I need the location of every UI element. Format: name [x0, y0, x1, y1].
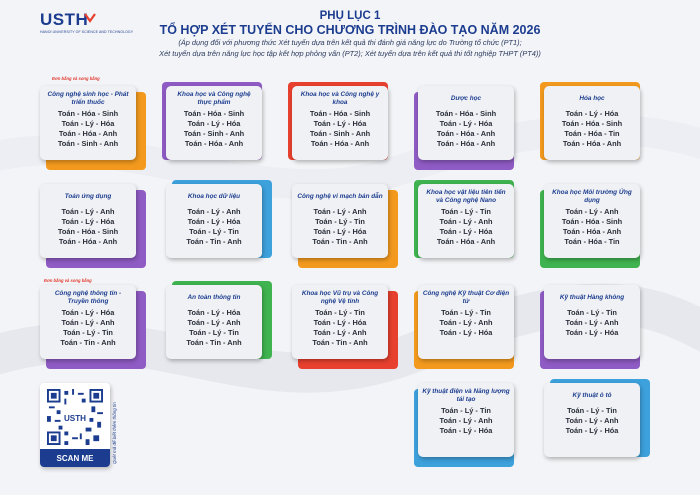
- qr-logo-text: USTH: [63, 413, 87, 423]
- program-card-body: [418, 285, 514, 359]
- combo-list: [296, 207, 384, 247]
- subject-combo: Toán - Lý - Tin: [567, 308, 617, 317]
- subject-combo: Toán - Lý - Hóa: [187, 217, 241, 226]
- program-card-body: [292, 184, 388, 258]
- subject-combo: Toán - Lý - Anh: [439, 416, 493, 425]
- qr-note: Quét mã để biết thêm thông tin: [112, 402, 117, 464]
- combo-list: [296, 308, 384, 348]
- subject-combo: Toán - Lý - Anh: [313, 328, 367, 337]
- combo-list: [44, 308, 132, 348]
- program-card: [40, 86, 148, 166]
- subject-combo: Toán - Lý - Hóa: [565, 109, 619, 118]
- program-title: Khoa học dữ liệu: [187, 192, 241, 200]
- scan-me-button[interactable]: SCAN ME: [40, 449, 110, 467]
- program-card: [418, 383, 526, 463]
- subject-combo: Toán - Lý - Anh: [565, 318, 619, 327]
- subject-combo: Toán - Sinh - Anh: [309, 129, 371, 138]
- subject-combo: Toán - Sinh - Anh: [57, 139, 119, 148]
- combo-list: [422, 406, 510, 436]
- combo-list: [422, 109, 510, 149]
- program-card: [544, 86, 652, 166]
- combo-list: [548, 308, 636, 338]
- program-title: Khoa học Vũ trụ và Công nghệ Vệ tinh: [301, 289, 379, 305]
- program-card: [40, 184, 148, 264]
- program-title: Toán ứng dụng: [64, 192, 112, 200]
- degree-tag-left: Đơn bằng và song bằng: [44, 278, 92, 283]
- program-title: Kỹ thuật điện và Năng lượng tái tạo: [422, 387, 510, 403]
- subject-combo: Toán - Hóa - Anh: [184, 139, 244, 148]
- subject-combo: Toán - Lý - Hóa: [439, 426, 493, 435]
- program-title: Công nghệ Kỹ thuật Cơ điện tử: [422, 289, 510, 305]
- subtitle-line-2: Xét tuyển dựa trên năng lực học tập kết hợp phỏng vấn (PT2); Xét tuyển dựa trên kết quả thi tốt nghiệp THPT (PT4)): [159, 49, 541, 58]
- subject-combo: Toán - Lý - Anh: [61, 207, 115, 216]
- subject-combo: Toán - Lý - Hóa: [565, 328, 619, 337]
- subject-combo: Toán - Lý - Hóa: [439, 227, 493, 236]
- program-title: Khoa học và Công nghệ y khoa: [300, 90, 380, 106]
- combo-list: [548, 207, 636, 247]
- program-card: [544, 383, 652, 463]
- combo-list: [170, 207, 258, 247]
- program-card-body: [292, 285, 388, 359]
- program-card-body: [418, 184, 514, 258]
- subject-combo: Toán - Hóa - Sinh: [57, 109, 119, 118]
- subject-combo: Toán - Tin - Anh: [312, 237, 368, 246]
- subject-combo: Toán - Lý - Hóa: [187, 119, 241, 128]
- appendix-label: PHỤ LỤC 1: [319, 10, 381, 22]
- subject-combo: Toán - Lý - Tin: [567, 406, 617, 415]
- subject-combo: Toán - Lý - Tin: [63, 328, 113, 337]
- program-title: Khoa học Môi trường Ứng dụng: [552, 188, 632, 204]
- subject-combo: Toán - Lý - Tin: [441, 207, 491, 216]
- program-card-body: [292, 86, 388, 160]
- subject-combo: Toán - Lý - Hóa: [61, 119, 115, 128]
- subject-combo: Toán - Hóa - Anh: [436, 139, 496, 148]
- program-title: Công nghệ vi mạch bán dẫn: [297, 192, 383, 200]
- program-title: Hóa học: [579, 94, 605, 102]
- subject-combo: Toán - Lý - Hóa: [439, 328, 493, 337]
- subject-combo: Toán - Lý - Hóa: [313, 119, 367, 128]
- usth-logo: [40, 10, 134, 36]
- page-header: [130, 10, 570, 59]
- subject-combo: Toán - Tin - Anh: [312, 338, 368, 347]
- program-title: Công nghệ thông tin - Truyền thông: [54, 289, 122, 305]
- logo-text: USTH: [40, 10, 89, 29]
- program-title: Kỹ thuật Hàng không: [559, 293, 625, 301]
- qr-code-card[interactable]: [40, 383, 110, 467]
- program-title: Công nghệ sinh học - Phát triển thuốc: [47, 90, 129, 106]
- subject-combo: Toán - Sinh - Anh: [183, 129, 245, 138]
- program-card-body: [40, 86, 136, 160]
- program-card-body: [544, 383, 640, 457]
- program-card-body: [544, 285, 640, 359]
- subject-combo: Toán - Lý - Tin: [189, 227, 239, 236]
- program-title: Dược học: [450, 94, 482, 102]
- subject-combo: Toán - Lý - Anh: [439, 318, 493, 327]
- subject-combo: Toán - Hóa - Tin: [564, 237, 620, 246]
- subject-combo: Toán - Hóa - Anh: [310, 139, 370, 148]
- combo-list: [170, 308, 258, 348]
- subject-combo: Toán - Lý - Anh: [187, 207, 241, 216]
- program-card: [292, 285, 400, 365]
- subject-combo: Toán - Hóa - Anh: [436, 129, 496, 138]
- subject-combo: Toán - Lý - Hóa: [187, 308, 241, 317]
- combo-list: [170, 109, 258, 149]
- program-card-body: [40, 184, 136, 258]
- logo-subtitle: HANOI UNIVERSITY OF SCIENCE AND TECHNOLOGY: [40, 30, 134, 34]
- program-card-body: [40, 285, 136, 359]
- subject-combo: Toán - Hóa - Sinh: [57, 227, 119, 236]
- combo-list: [44, 207, 132, 247]
- subject-combo: Toán - Hóa - Anh: [562, 227, 622, 236]
- combo-list: [422, 207, 510, 247]
- subject-combo: Toán - Lý - Anh: [187, 318, 241, 327]
- qr-code-icon: [46, 389, 104, 445]
- subject-combo: Toán - Lý - Hóa: [565, 426, 619, 435]
- combo-list: [548, 109, 636, 149]
- page-title: TỔ HỢP XÉT TUYỂN CHO CHƯƠNG TRÌNH ĐÀO TẠO NĂM 2026: [159, 23, 541, 37]
- combo-list: [548, 406, 636, 436]
- subtitle-line-1: (Áp dụng đối với phương thức Xét tuyển dựa trên kết quả thi đánh giá năng lực do Trường tổ chức (PT1);: [178, 38, 522, 47]
- subject-combo: Toán - Lý - Hóa: [313, 318, 367, 327]
- program-card: [166, 184, 274, 264]
- program-card-body: [544, 86, 640, 160]
- subject-combo: Toán - Lý - Anh: [439, 217, 493, 226]
- degree-tag-top: Đơn bằng và song bằng: [52, 76, 100, 81]
- subject-combo: Toán - Lý - Anh: [61, 318, 115, 327]
- program-card: [544, 285, 652, 365]
- subject-combo: Toán - Hóa - Sinh: [183, 109, 245, 118]
- subject-combo: Toán - Hóa - Sinh: [309, 109, 371, 118]
- subject-combo: Toán - Hóa - Anh: [58, 237, 118, 246]
- subject-combo: Toán - Lý - Tin: [315, 217, 365, 226]
- subject-combo: Toán - Tin - Anh: [186, 237, 242, 246]
- program-card-body: [166, 86, 262, 160]
- subject-combo: Toán - Lý - Hóa: [61, 217, 115, 226]
- program-card: [166, 86, 274, 166]
- subject-combo: Toán - Tin - Anh: [186, 338, 242, 347]
- program-card-body: [418, 383, 514, 457]
- subject-combo: Toán - Lý - Hóa: [439, 119, 493, 128]
- subject-combo: Toán - Lý - Tin: [441, 406, 491, 415]
- program-card: [292, 184, 400, 264]
- subject-combo: Toán - Lý - Tin: [189, 328, 239, 337]
- subject-combo: Toán - Lý - Hóa: [313, 227, 367, 236]
- combo-list: [296, 109, 384, 149]
- program-title: Kỹ thuật ô tô: [572, 391, 612, 399]
- subject-combo: Toán - Hóa - Sinh: [435, 109, 497, 118]
- subject-combo: Toán - Lý - Anh: [313, 207, 367, 216]
- program-card-body: [166, 184, 262, 258]
- subject-combo: Toán - Hóa - Sinh: [561, 119, 623, 128]
- subject-combo: Toán - Lý - Tin: [441, 308, 491, 317]
- program-card: [418, 86, 526, 166]
- program-card: [418, 285, 526, 365]
- program-title: An toàn thông tin: [187, 293, 241, 301]
- subject-combo: Toán - Lý - Tin: [315, 308, 365, 317]
- subject-combo: Toán - Hóa - Sinh: [561, 217, 623, 226]
- combo-list: [44, 109, 132, 149]
- program-card: [418, 184, 526, 264]
- program-title: Khoa học vật liệu tiên tiến và Công nghệ Nano: [426, 188, 506, 204]
- subject-combo: Toán - Hóa - Anh: [436, 237, 496, 246]
- logo-mark-icon: [84, 12, 96, 24]
- subject-combo: Toán - Hóa - Tin: [564, 129, 620, 138]
- combo-list: [422, 308, 510, 338]
- subject-combo: Toán - Hóa - Anh: [562, 139, 622, 148]
- program-card-body: [418, 86, 514, 160]
- program-card-body: [544, 184, 640, 258]
- program-title: Khoa học và Công nghệ thực phẩm: [177, 90, 251, 106]
- program-card: [544, 184, 652, 264]
- program-card: [40, 285, 148, 365]
- program-card-body: [166, 285, 262, 359]
- subject-combo: Toán - Hóa - Anh: [58, 129, 118, 138]
- subject-combo: Toán - Lý - Anh: [565, 207, 619, 216]
- program-card: [166, 285, 274, 365]
- subject-combo: Toán - Lý - Hóa: [61, 308, 115, 317]
- subject-combo: Toán - Tin - Anh: [60, 338, 116, 347]
- subject-combo: Toán - Lý - Anh: [565, 416, 619, 425]
- program-card: [292, 86, 400, 166]
